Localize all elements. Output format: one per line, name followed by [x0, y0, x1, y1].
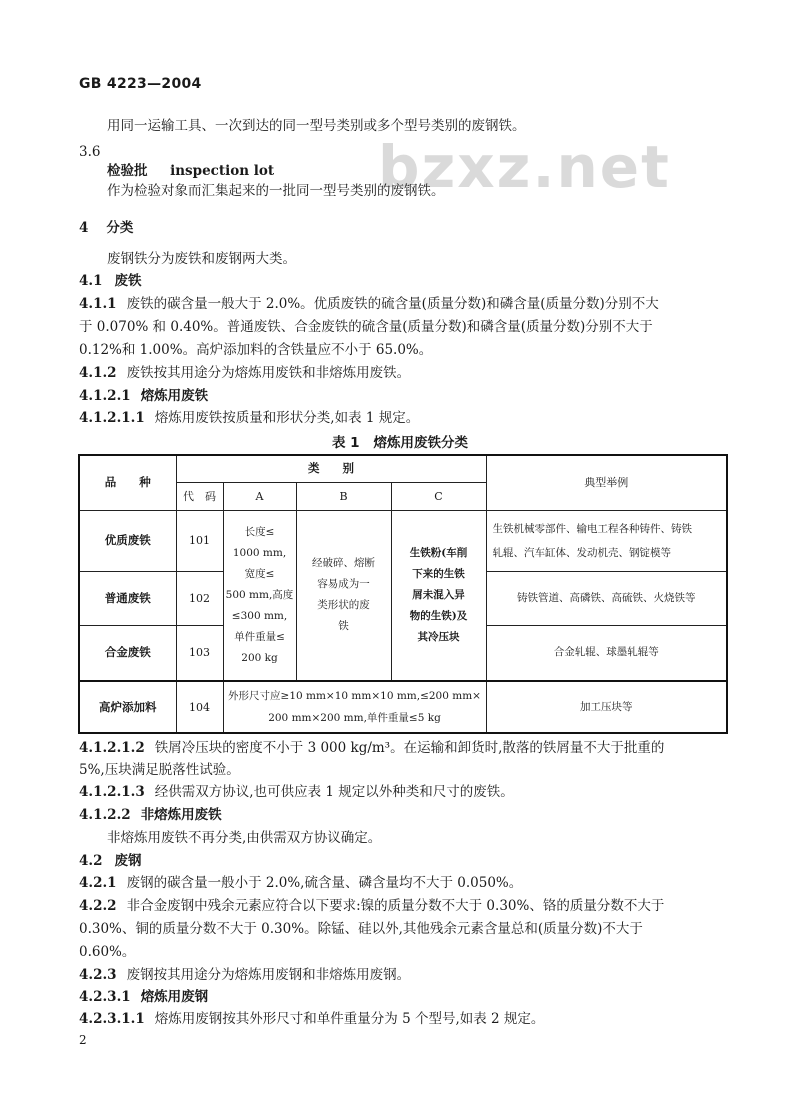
sec-4-2-1	[79, 874, 522, 892]
standard-number: GB 4223—2004	[79, 76, 202, 92]
cell-a-line: ≤300 mm,	[231, 609, 288, 622]
sec-4-1-heading	[79, 272, 142, 290]
sec-4-1-2-1-heading	[79, 387, 208, 405]
sec-4-1-1-line-3: 0.12%和 1.00%。高炉添加料的含铁量应不小于 65.0%。	[79, 342, 433, 358]
cell-a-line: 200 kg	[241, 651, 278, 664]
sec-4-1-2-number: 4.1.2	[79, 365, 117, 381]
term-en: inspection lot	[170, 163, 275, 179]
header-code: 代 码	[176, 482, 223, 510]
sec-4-1-2-text: 废铁按其用途分为熔炼用废铁和非熔炼用废铁。	[126, 365, 411, 381]
sec-4-1-2-1-title: 熔炼用废铁	[140, 388, 209, 404]
cell-a-spec	[223, 510, 296, 681]
table-1-caption-title: 熔炼用废铁分类	[373, 435, 469, 451]
sec-4-1-2-1-2-text-1: 铁屑冷压块的密度不小于 3 000 kg/m³。在运输和卸货时,散落的铁屑量不大于批重的	[154, 740, 665, 756]
sec-3-5-tail: 用同一运输工具、一次到达的同一型号类别或多个型号类别的废钢铁。	[107, 118, 526, 134]
sec-4-1-2-1-3-text: 经供需双方协议,也可供应表 1 规定以外种类和尺寸的废铁。	[154, 784, 514, 800]
sec-4-2-3-1-heading	[79, 988, 208, 1006]
cell-a-line: 宽度≤	[244, 567, 275, 580]
row-2-example: 铸铁管道、高磷铁、高硫铁、火烧铁等	[486, 571, 727, 625]
sec-4-2-1-number: 4.2.1	[79, 875, 117, 891]
row-1-example	[486, 510, 727, 571]
row-4-code: 104	[176, 681, 223, 733]
sec-4-2-3-1-1-number: 4.2.3.1.1	[79, 1011, 145, 1027]
sec-4-2-2-line-1	[79, 897, 664, 915]
row-2-name: 普通废铁	[79, 571, 176, 625]
sec-4-1-2-1-1-number: 4.1.2.1.1	[79, 410, 145, 426]
header-a: A	[223, 482, 296, 510]
header-c: C	[391, 482, 486, 510]
cell-b-line: 类形状的废	[317, 599, 370, 612]
cell-b-spec	[296, 510, 391, 681]
sec-4-1-2-1-3-number: 4.1.2.1.3	[79, 784, 145, 800]
sec-3-6-term	[107, 162, 274, 180]
sec-4-intro: 废钢铁分为废铁和废钢两大类。	[107, 251, 296, 267]
cell-c-line: 生铁粉(车削	[409, 546, 468, 559]
cell-c-line: 物的生铁)及	[409, 609, 468, 622]
cell-c-line: 屑未混入异	[412, 588, 465, 601]
term-zh: 检验批	[107, 163, 148, 179]
row-1-example-line: 生铁机械零部件、输电工程各种铸件、铸铁	[492, 522, 692, 535]
sec-4-1-1-line-2: 于 0.070% 和 0.40%。普通废铁、合金废铁的硫含量(质量分数)和磷含量(质量分数)分别不大于	[79, 319, 653, 335]
watermark: bzxz.net	[378, 133, 671, 201]
sec-4-1-1-text-1: 废铁的碳含量一般大于 2.0%。优质废铁的硫含量(质量分数)和磷含量(质量分数)分别不大	[126, 296, 659, 312]
sec-4-2-2-line-2: 0.30%、铜的质量分数不大于 0.30%。除锰、硅以外,其他残余元素含量总和(质量分数)不大于	[79, 921, 643, 937]
sec-4-1-2-1-3	[79, 783, 514, 801]
row-4-spec-line: 外形尺寸应≥10 mm×10 mm×10 mm,≤200 mm×	[228, 690, 481, 702]
sec-3-6-number: 3.6	[79, 144, 101, 160]
row-3-example: 合金轧辊、球墨轧辊等	[486, 625, 727, 681]
sec-4-2-3-text: 废钢按其用途分为熔炼用废钢和非熔炼用废钢。	[126, 967, 411, 983]
cell-a-line: 单件重量≤	[234, 630, 285, 643]
sec-4-2-3-1-title: 熔炼用废钢	[140, 989, 209, 1005]
table-1-caption	[0, 431, 800, 451]
table-1-caption-number: 表 1	[331, 435, 360, 451]
sec-4-1-2-1-2-line-1	[79, 739, 664, 757]
sec-4-2-3	[79, 966, 410, 984]
sec-4-1-1-number: 4.1.1	[79, 296, 117, 312]
row-1-code: 101	[176, 510, 223, 571]
row-4-example: 加工压块等	[486, 681, 727, 733]
row-4-spec	[223, 681, 486, 733]
row-4-spec-line: 200 mm×200 mm,单件重量≤5 kg	[268, 712, 441, 724]
cell-b-line: 经破碎、熔断	[312, 557, 375, 570]
row-3-name: 合金废铁	[79, 625, 176, 681]
cell-a-line: 1000 mm,	[232, 546, 287, 559]
sec-4-1-2-2-number: 4.1.2.2	[79, 807, 131, 823]
cell-c-line: 其冷压块	[417, 630, 460, 643]
sec-4-1-2-1-2-number: 4.1.2.1.2	[79, 740, 145, 756]
sec-3-6-definition: 作为检验对象而汇集起来的一批同一型号类别的废钢铁。	[107, 183, 445, 199]
cell-c-spec	[391, 510, 486, 681]
cell-a-line: 长度≤	[244, 525, 275, 538]
sec-4-2-3-number: 4.2.3	[79, 967, 117, 983]
header-category: 类 别	[176, 455, 486, 482]
header-variety: 品 种	[79, 455, 176, 510]
page-number: 2	[79, 1033, 87, 1047]
cell-c-line: 下来的生铁	[412, 567, 465, 580]
table-1	[78, 454, 728, 734]
cell-b-line: 容易成为一	[317, 578, 370, 591]
sec-4-1-1-line-1	[79, 295, 659, 313]
sec-4-2-2-text-1: 非合金废钢中残余元素应符合以下要求:镍的质量分数不大于 0.30%、铬的质量分数不大于	[126, 898, 665, 914]
sec-4-1-title: 废铁	[114, 273, 142, 289]
sec-4-2-2-number: 4.2.2	[79, 898, 117, 914]
sec-4-2-3-1-number: 4.2.3.1	[79, 989, 131, 1005]
sec-4-2-3-1-1-text: 熔炼用废钢按其外形尺寸和单件重量分为 5 个型号,如表 2 规定。	[154, 1011, 545, 1027]
cell-b-line: 铁	[338, 620, 349, 633]
header-b: B	[296, 482, 391, 510]
row-4-name: 高炉添加料	[79, 681, 176, 733]
sec-4-2-number: 4.2	[79, 853, 103, 869]
sec-4-heading	[79, 219, 133, 237]
sec-4-1-2-1-1-text: 熔炼用废铁按质量和形状分类,如表 1 规定。	[154, 410, 420, 426]
sec-4-2-2-line-3: 0.60%。	[79, 944, 136, 960]
sec-4-1-2-2-heading	[79, 806, 222, 824]
sec-4-2-1-text: 废钢的碳含量一般小于 2.0%,硫含量、磷含量均不大于 0.050%。	[126, 875, 523, 891]
sec-4-1-number: 4.1	[79, 273, 103, 289]
sec-4-1-2-1-number: 4.1.2.1	[79, 388, 131, 404]
sec-4-2-3-1-1	[79, 1010, 544, 1028]
header-example: 典型举例	[486, 455, 727, 510]
sec-4-1-2-1-2-line-2: 5%,压块满足脱落性试验。	[79, 762, 240, 778]
sec-4-1-2	[79, 364, 410, 382]
sec-4-1-2-2-text: 非熔炼用废铁不再分类,由供需双方协议确定。	[107, 830, 382, 846]
sec-4-1-2-1-1	[79, 409, 419, 427]
sec-4-1-2-2-title: 非熔炼用废铁	[140, 807, 222, 823]
row-3-code: 103	[176, 625, 223, 681]
sec-4-number: 4	[79, 220, 89, 236]
sec-4-2-heading	[79, 852, 142, 870]
sec-4-2-title: 废钢	[114, 853, 142, 869]
row-1-example-line: 轧辊、汽车缸体、发动机壳、钢锭模等	[492, 546, 671, 559]
cell-a-line: 500 mm,高度	[225, 588, 294, 601]
row-1-name: 优质废铁	[79, 510, 176, 571]
sec-4-title: 分类	[106, 220, 134, 236]
row-2-code: 102	[176, 571, 223, 625]
